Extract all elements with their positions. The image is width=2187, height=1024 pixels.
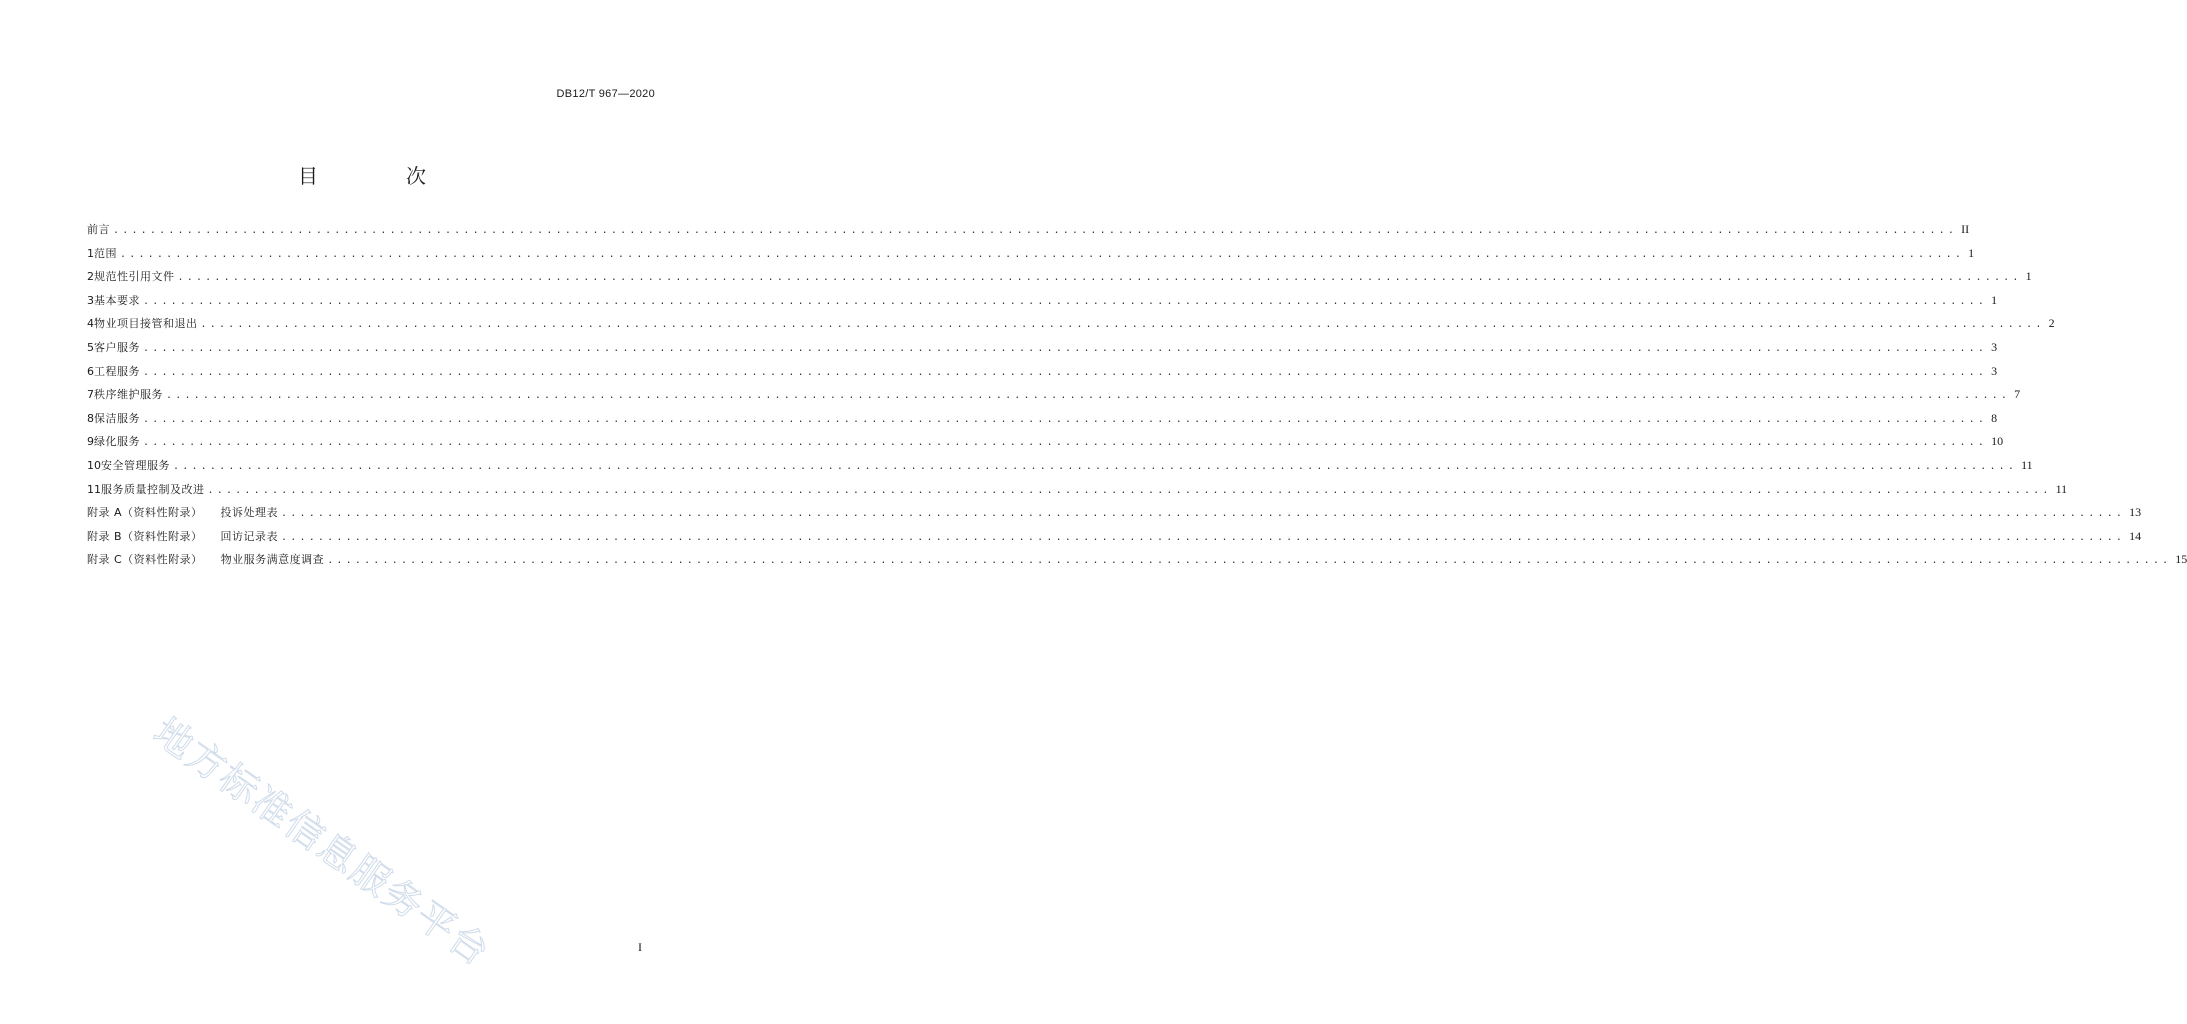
toc-entry-label: 物业项目接管和退出 xyxy=(94,317,198,331)
toc-dot-leader: ........................................................................................................................................................................................................ xyxy=(143,366,1988,378)
toc-entry[interactable] xyxy=(87,336,1998,360)
toc-entry-label: 前言 xyxy=(87,223,110,236)
toc-entry[interactable] xyxy=(87,430,2004,454)
toc-entry-number: 1 xyxy=(87,246,94,260)
toc-entry-label: 附录 B（资料性附录） xyxy=(87,529,203,543)
toc-dot-leader: ........................................................................................................................................................................................................ xyxy=(166,390,2011,402)
toc-entry-label: 保洁服务 xyxy=(94,411,140,425)
toc-entry[interactable] xyxy=(87,548,2187,572)
toc-entry[interactable] xyxy=(87,383,2021,407)
toc-entry-page: 3 xyxy=(1991,363,1998,378)
toc-entry-number: 7 xyxy=(87,388,94,402)
toc-entry-number: 3 xyxy=(87,293,94,307)
toc-entry[interactable] xyxy=(87,454,2033,478)
toc-entry-label: 基本要求 xyxy=(94,293,140,307)
toc-entry-page: 3 xyxy=(1991,339,1998,354)
toc-entry-number: 4 xyxy=(87,317,94,331)
toc-entry[interactable] xyxy=(87,525,2142,549)
toc-dot-leader: ........................................................................................................................................................................................................ xyxy=(143,437,1988,449)
toc-entry-page: 15 xyxy=(2175,552,2187,567)
toc-dot-leader: ........................................................................................................................................................................................................ xyxy=(173,460,2018,472)
toc-entry-page: 11 xyxy=(2055,481,2068,496)
toc-entry-page: 1 xyxy=(1968,245,1975,260)
toc-dot-leader: ........................................................................................................................................................................................................ xyxy=(143,342,1988,354)
toc-entry-page: 1 xyxy=(2025,269,2032,284)
toc-entry[interactable] xyxy=(87,312,2055,336)
toc-entry-number: 10 xyxy=(87,458,101,472)
toc-entry-page: 2 xyxy=(2048,316,2055,331)
toc-title: 目 次 xyxy=(298,164,460,188)
watermark: 地方标准信息服务平台 xyxy=(145,709,499,975)
toc-dot-leader: ........................................................................................................................................................................................................ xyxy=(207,484,2052,496)
toc-entry-page: 13 xyxy=(2129,505,2142,520)
toc-entry-page: 10 xyxy=(1991,434,2004,449)
toc-entry-appendix-title: 物业服务满意度调查 xyxy=(220,553,325,567)
page-number: I xyxy=(638,940,642,954)
toc-dot-leader: ........................................................................................................................................................................................................ xyxy=(143,413,1988,425)
toc-entry-number: 5 xyxy=(87,340,94,354)
toc-entry-label: 秩序维护服务 xyxy=(94,388,163,402)
toc-entry-number: 2 xyxy=(87,270,94,284)
toc-entry[interactable] xyxy=(87,360,1998,384)
toc-dot-leader: ........................................................................................................................................................................................................ xyxy=(281,508,2126,520)
toc-entry-label: 规范性引用文件 xyxy=(94,270,175,284)
toc-entry-appendix-title: 回访记录表 xyxy=(220,529,279,543)
toc-entry-number: 11 xyxy=(87,482,101,496)
toc-entry[interactable] xyxy=(87,289,1998,313)
toc-entry-page: 1 xyxy=(1991,292,1998,307)
toc-entry-label: 工程服务 xyxy=(94,364,140,378)
toc-entry[interactable] xyxy=(87,265,2032,289)
toc-entry-label: 附录 C（资料性附录） xyxy=(87,553,203,567)
toc-entry-label: 绿化服务 xyxy=(94,435,140,449)
toc-entry-label: 附录 A（资料性附录） xyxy=(87,506,203,520)
toc-dot-leader: ........................................................................................................................................................................................................ xyxy=(281,531,2126,543)
toc-entry[interactable] xyxy=(87,501,2142,525)
toc-dot-leader: ........................................................................................................................................................................................................ xyxy=(200,319,2045,331)
toc-entry-page: 14 xyxy=(2129,528,2142,543)
toc-dot-leader: ........................................................................................................................................................................................................ xyxy=(327,555,2172,567)
toc-dot-leader: ........................................................................................................................................................................................................ xyxy=(177,272,2022,284)
toc-entry-label: 客户服务 xyxy=(94,340,140,354)
toc-dot-leader: ........................................................................................................................................................................................................ xyxy=(120,248,1965,260)
toc-entry-page: 11 xyxy=(2021,457,2033,472)
standard-code: DB12/T 967—2020 xyxy=(556,88,655,100)
table-of-contents xyxy=(87,218,2187,572)
toc-entry-number: 8 xyxy=(87,411,94,425)
toc-entry-page: 8 xyxy=(1991,410,1998,425)
toc-entry-label: 范围 xyxy=(94,246,117,260)
toc-dot-leader: ........................................................................................................................................................................................................ xyxy=(143,295,1988,307)
toc-entry-appendix-title: 投诉处理表 xyxy=(220,506,279,520)
toc-entry-number: 6 xyxy=(87,364,94,378)
toc-entry-page: II xyxy=(1961,222,1970,236)
toc-entry[interactable] xyxy=(87,242,1975,266)
toc-entry[interactable] xyxy=(87,218,1970,242)
toc-entry-label: 安全管理服务 xyxy=(101,458,170,472)
toc-entry-number: 9 xyxy=(87,435,94,449)
toc-dot-leader: ........................................................................................................................................................................................................ xyxy=(113,225,1958,236)
toc-entry[interactable] xyxy=(87,407,1998,431)
toc-entry[interactable] xyxy=(87,478,2068,502)
toc-entry-page: 7 xyxy=(2014,387,2021,402)
toc-entry-label: 服务质量控制及改进 xyxy=(101,482,205,496)
